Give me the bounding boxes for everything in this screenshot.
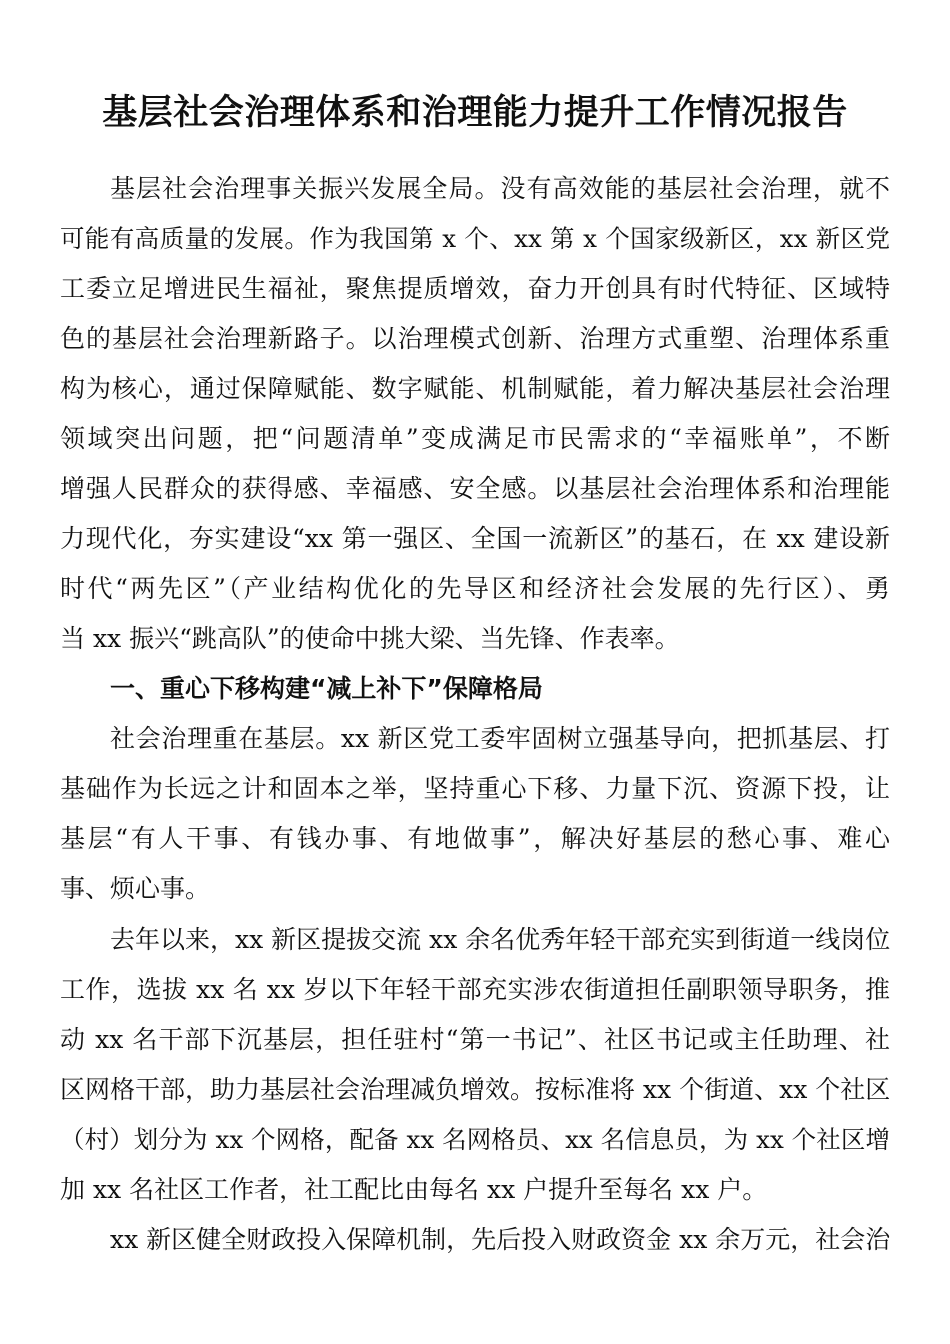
paragraph-line: 可能有高质量的发展。作为我国第 x 个、xx 第 x 个国家级新区，xx 新区党 [60,224,890,253]
paragraph-line: 色的基层社会治理新路子。以治理模式创新、治理方式重塑、治理体系重 [60,324,890,353]
paragraph-line: 事、烦心事。 [60,874,211,903]
paragraph-line: （村）划分为 xx 个网格，配备 xx 名网格员、xx 名信息员，为 xx 个社区增 [60,1125,890,1154]
paragraph-line: 当 xx 振兴“跳高队”的使命中挑大梁、当先锋、作表率。 [60,624,680,653]
paragraph-line: 去年以来，xx 新区提拔交流 xx 余名优秀年轻干部充实到街道一线岗位 [110,925,891,954]
paragraph-line: 社会治理重在基层。xx 新区党工委牢固树立强基导向，把抓基层、打 [110,724,890,753]
paragraph-line: 领域突出问题，把“问题清单”变成满足市民需求的“幸福账单”，不断 [60,424,890,453]
paragraph-line: 加 xx 名社区工作者，社工配比由每名 xx 户提升至每名 xx 户。 [60,1175,768,1204]
section-heading: 一、重心下移构建“减上补下”保障格局 [110,674,543,703]
document-title: 基层社会治理体系和治理能力提升工作情况报告 [102,92,848,133]
paragraph-line: 区网格干部，助力基层社会治理减负增效。按标准将 xx 个街道、xx 个社区 [60,1075,891,1104]
paragraph-line: 基础作为长远之计和固本之举，坚持重心下移、力量下沉、资源下投，让 [60,774,890,803]
paragraph-line: 增强人民群众的获得感、幸福感、安全感。以基层社会治理体系和治理能 [60,474,890,503]
paragraph-line: xx 新区健全财政投入保障机制，先后投入财政资金 xx 余万元，社会治 [110,1225,891,1254]
paragraph-line: 力现代化，夯实建设“xx 第一强区、全国一流新区”的基石，在 xx 建设新 [60,524,890,553]
paragraph-line: 基层社会治理事关振兴发展全局。没有高效能的基层社会治理，就不 [110,174,890,203]
paragraph-line: 时代“两先区”（产业结构优化的先导区和经济社会发展的先行区）、勇 [60,574,890,603]
paragraph-line: 工委立足增进民生福祉，聚焦提质增效，奋力开创具有时代特征、区域特 [60,274,890,303]
paragraph-line: 基层“有人干事、有钱办事、有地做事”，解决好基层的愁心事、难心 [60,824,890,853]
paragraph-line: 构为核心，通过保障赋能、数字赋能、机制赋能，着力解决基层社会治理 [60,374,890,403]
paragraph-line: 动 xx 名干部下沉基层，担任驻村“第一书记”、社区书记或主任助理、社 [60,1025,890,1054]
paragraph-line: 工作，选拔 xx 名 xx 岁以下年轻干部充实涉农街道担任副职领导职务，推 [60,975,890,1004]
